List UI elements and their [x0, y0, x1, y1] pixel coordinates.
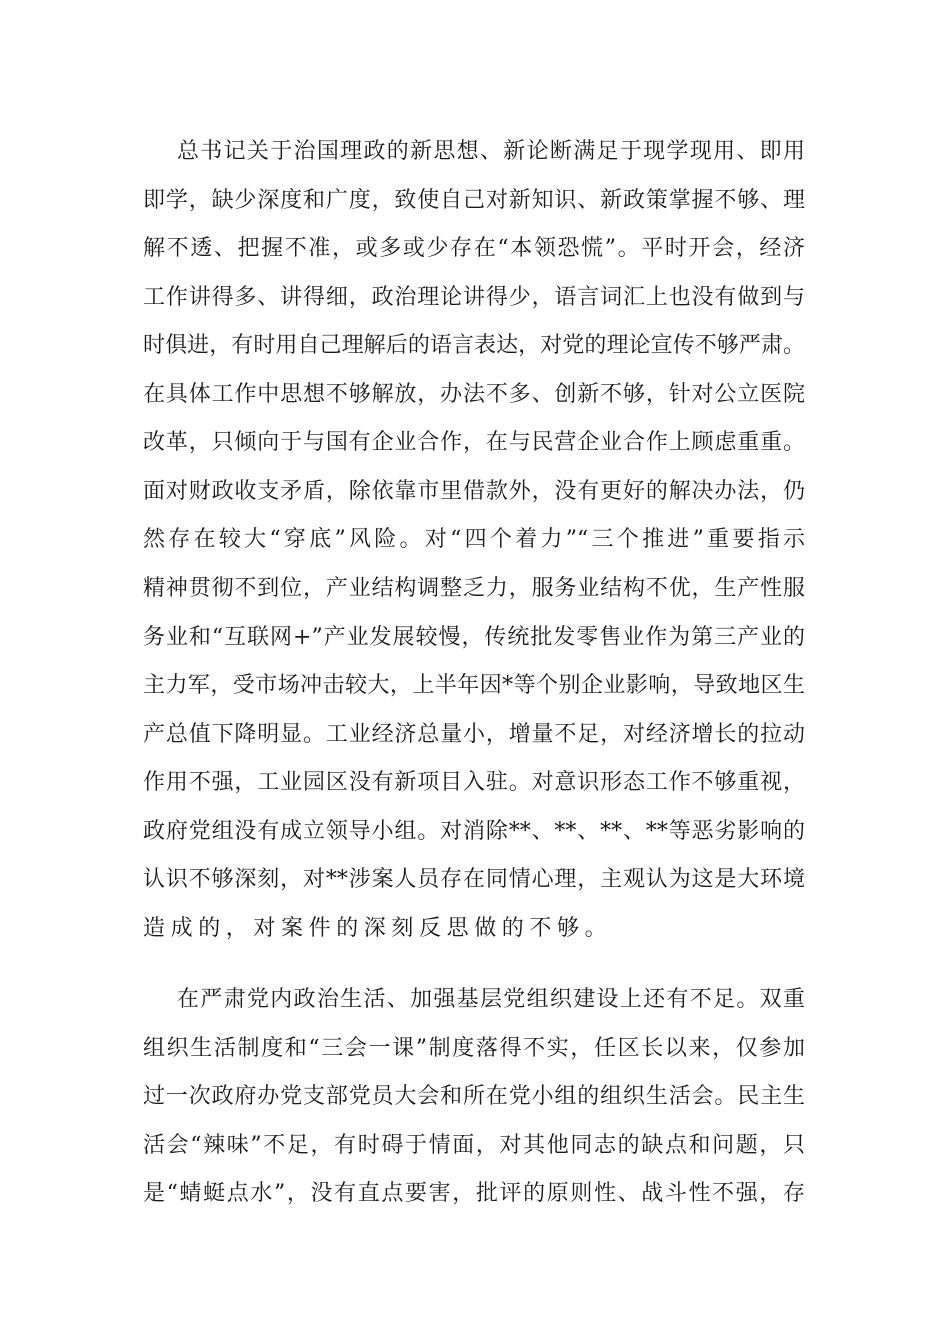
text-line: 在具体工作中思想不够解放，办法不多、创新不够，针对公立医院 — [143, 381, 805, 407]
text-line: 活会“辣味”不足，有时碍于情面，对其他同志的缺点和问题，只 — [143, 1132, 805, 1158]
text-line: 改革，只倾向于与国有企业合作，在与民营企业合作上顾虑重重。 — [143, 430, 805, 456]
text-line: 政府党组没有成立领导小组。对消除**、**、**、**等恶劣影响的 — [143, 818, 805, 844]
text-line: 解不透、把握不准，或多或少存在“本领恐慌”。平时开会，经济 — [143, 236, 805, 262]
text-line: 精神贯彻不到位，产业结构调整乏力，服务业结构不优，生产性服 — [143, 575, 805, 601]
text-line: 是“蜻蜓点水”，没有直点要害，批评的原则性、战斗性不强，存 — [143, 1181, 805, 1207]
text-line: 即学，缺少深度和广度，致使自己对新知识、新政策掌握不够、理 — [143, 187, 805, 213]
text-line: 组织生活制度和“三会一课”制度落得不实，任区长以来，仅参加 — [143, 1035, 805, 1061]
text-line: 作用不强，工业园区没有新项目入驻。对意识形态工作不够重视， — [143, 770, 805, 796]
text-line: 主力军，受市场冲击较大，上半年因*等个别企业影响，导致地区生 — [143, 673, 805, 699]
text-line: 在严肃党内政治生活、加强基层党组织建设上还有不足。双重 — [177, 987, 805, 1012]
text-line: 认识不够深刻，对**涉案人员存在同情心理，主观认为这是大环境 — [143, 867, 805, 893]
text-line: 造成的，对案件的深刻反思做的不够。 — [143, 915, 613, 941]
text-line: 面对财政收支矛盾，除依靠市里借款外，没有更好的解决办法，仍 — [143, 478, 805, 504]
text-line: 务业和“互联网+”产业发展较慢，传统批发零售业作为第三产业的 — [143, 624, 805, 650]
text-line: 工作讲得多、讲得细，政治理论讲得少，语言词汇上也没有做到与 — [143, 284, 805, 310]
text-line: 然存在较大“穿底”风险。对“四个着力”“三个推进”重要指示 — [143, 527, 805, 553]
text-line: 时俱进，有时用自己理解后的语言表达，对党的理论宣传不够严肃。 — [143, 333, 805, 359]
text-line: 过一次政府办党支部党员大会和所在党小组的组织生活会。民主生 — [143, 1084, 805, 1110]
text-line: 总书记关于治国理政的新思想、新论断满足于现学现用、即用 — [177, 139, 805, 164]
text-line: 产总值下降明显。工业经济总量小，增量不足，对经济增长的拉动 — [143, 721, 805, 747]
